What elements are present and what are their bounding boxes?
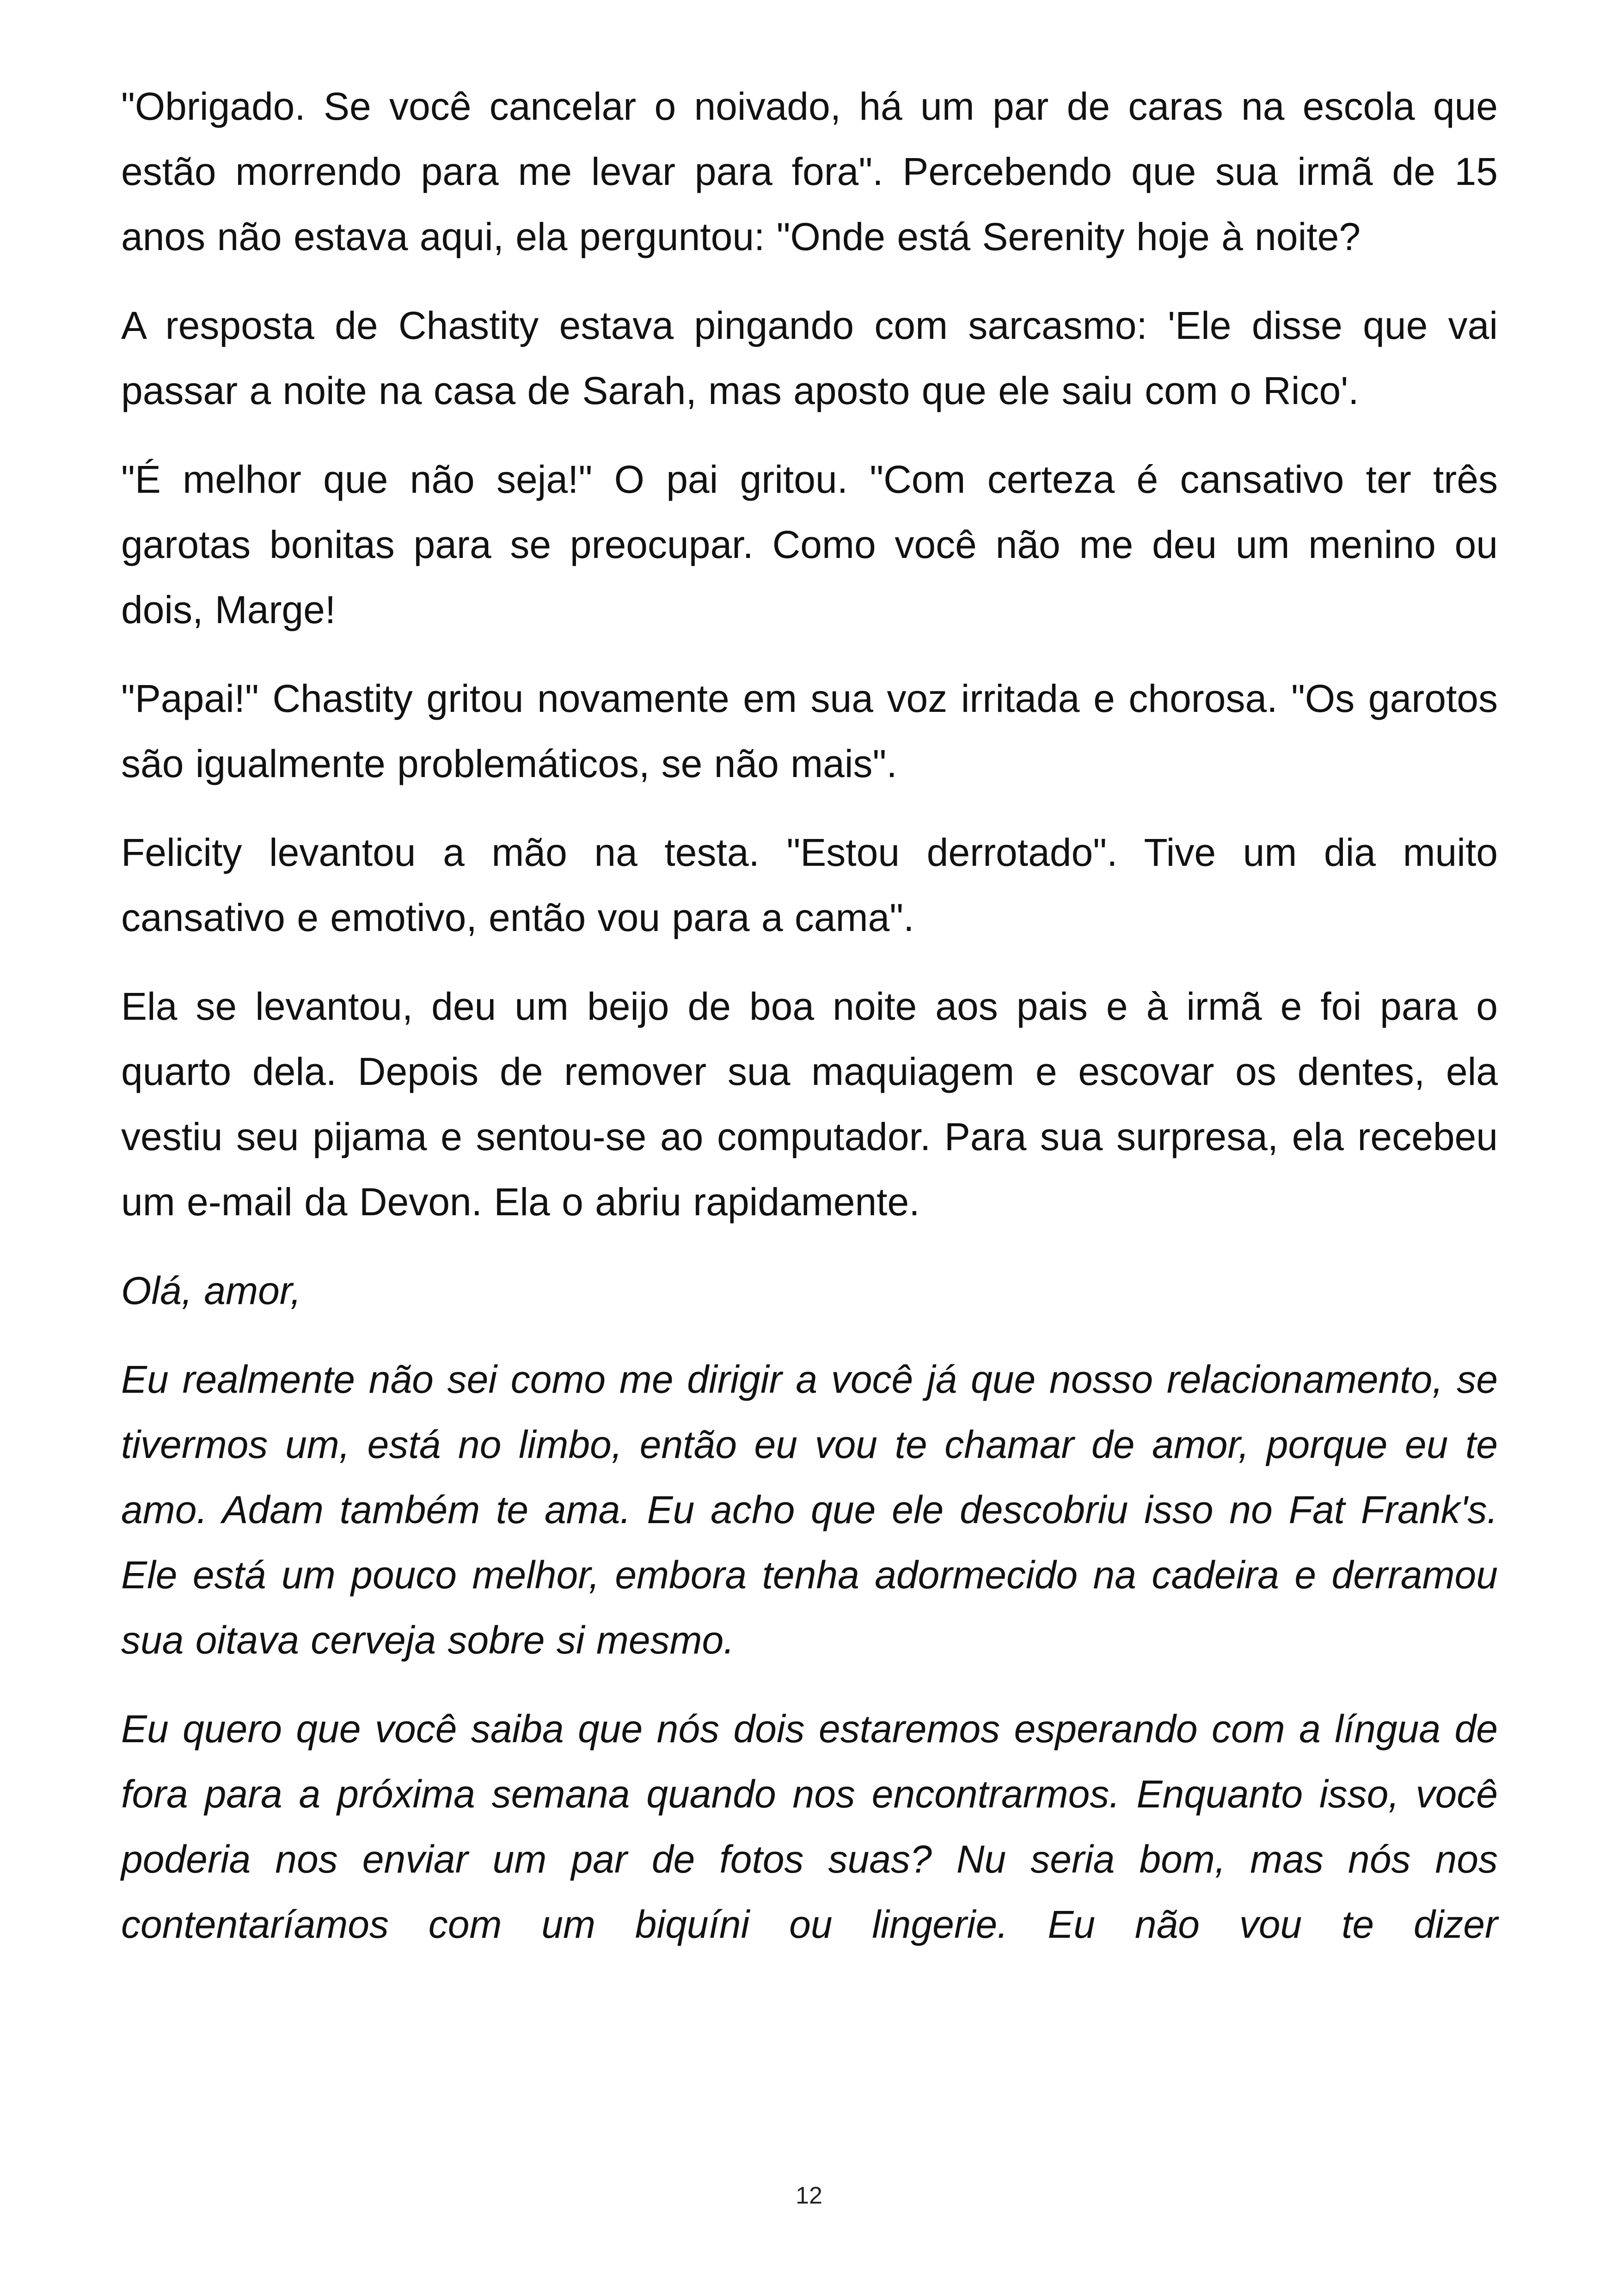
paragraph: "Obrigado. Se você cancelar o noivado, há um par de caras na escola que estão morrendo para me levar para fora". Percebendo que sua irmã de 15 anos não estava aqui, ela perguntou: "Onde está Serenity hoje à noite?: [121, 85, 1498, 258]
paragraph: Felicity levantou a mão na testa. "Estou derrotado". Tive um dia muito cansativo e emotivo, então vou para a cama".: [121, 831, 1498, 939]
page-number: 12: [796, 2182, 822, 2209]
paragraph: Ela se levantou, deu um beijo de boa noite aos pais e à irmã e foi para o quarto dela. Depois de remover sua maquiagem e escovar os dentes, ela vestiu seu pijama e sentou-se ao computador. Para sua surpresa, ela recebeu um e-mail da Devon. Ela o abriu rapidamente.: [121, 985, 1498, 1224]
letter-greeting: Olá, amor,: [121, 1269, 301, 1312]
letter-paragraph: Eu quero que você saiba que nós dois estaremos esperando com a língua de fora para a próxima semana quando nos encontrarmos. Enquanto isso, você poderia nos enviar um par de fotos suas? Nu seria bom, mas nós nos contentaríamos com um biquíni ou lingerie. Eu não vou te dizer: [121, 1707, 1498, 1946]
paragraph: "Papai!" Chastity gritou novamente em sua voz irritada e chorosa. "Os garotos são igualmente problemáticos, se não mais".: [121, 677, 1498, 785]
paragraph: "É melhor que não seja!" O pai gritou. "Com certeza é cansativo ter três garotas bonitas para se preocupar. Como você não me deu um menino ou dois, Marge!: [121, 458, 1498, 631]
paragraph: A resposta de Chastity estava pingando com sarcasmo: 'Ele disse que vai passar a noite na casa de Sarah, mas aposto que ele saiu com o Rico'.: [121, 304, 1498, 412]
letter-paragraph: Eu realmente não sei como me dirigir a você já que nosso relacionamento, se tivermos um, está no limbo, então eu vou te chamar de amor, porque eu te amo. Adam também te ama. Eu acho que ele descobriu isso no Fat Frank's. Ele está um pouco melhor, embora tenha adormecido na cadeira e derramou sua oitava cerveja sobre si mesmo.: [121, 1358, 1498, 1662]
document-body: [121, 74, 1498, 1981]
